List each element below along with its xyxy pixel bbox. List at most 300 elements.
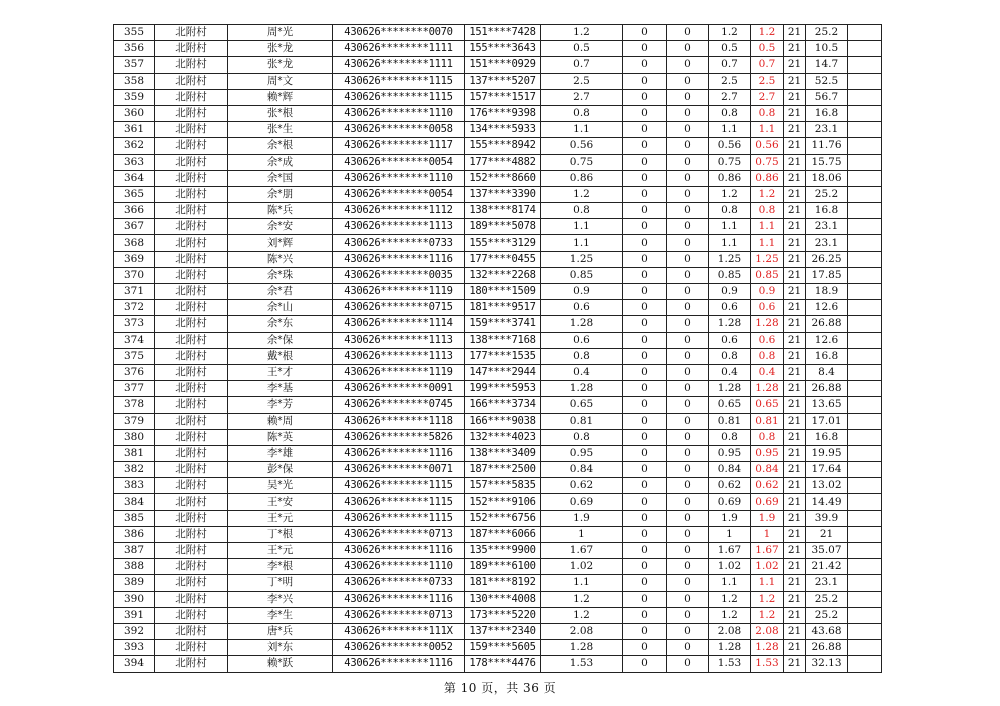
col-zero-b-cell: 0: [667, 284, 709, 300]
village-cell: 北附村: [155, 559, 228, 575]
area-cell: 0.6: [541, 300, 623, 316]
id-number-cell: 430626********0070: [333, 25, 465, 41]
village-cell: 北附村: [155, 73, 228, 89]
table-row: [114, 526, 882, 542]
area-confirmed-cell: 2.7: [751, 89, 784, 105]
amount-cell: 32.13: [806, 656, 848, 672]
note-cell: [848, 494, 882, 510]
id-number-cell: 430626********1115: [333, 73, 465, 89]
area-cell: 0.56: [541, 138, 623, 154]
area-confirmed-cell: 0.7: [751, 57, 784, 73]
area-cell: 2.7: [541, 89, 623, 105]
col-zero-a-cell: 0: [623, 413, 667, 429]
area-cell: 0.65: [541, 397, 623, 413]
amount-cell: 52.5: [806, 73, 848, 89]
id-number-cell: 430626********1116: [333, 251, 465, 267]
note-cell: [848, 122, 882, 138]
area-cell: 1.1: [541, 575, 623, 591]
unit-rate-cell: 21: [784, 559, 806, 575]
unit-rate-cell: 21: [784, 316, 806, 332]
table-row: [114, 494, 882, 510]
col-zero-a-cell: 0: [623, 89, 667, 105]
id-number-cell: 430626********0054: [333, 186, 465, 202]
area-total-cell: 0.4: [709, 364, 751, 380]
col-zero-a-cell: 0: [623, 267, 667, 283]
phone-number-cell: 147****2944: [465, 364, 541, 380]
table-row: [114, 429, 882, 445]
table-row: [114, 397, 882, 413]
phone-number-cell: 152****9106: [465, 494, 541, 510]
area-confirmed-cell: 1.53: [751, 656, 784, 672]
area-cell: 1.67: [541, 543, 623, 559]
col-zero-b-cell: 0: [667, 397, 709, 413]
note-cell: [848, 607, 882, 623]
phone-number-cell: 138****8174: [465, 203, 541, 219]
person-name-cell: 陈*兴: [228, 251, 333, 267]
note-cell: [848, 640, 882, 656]
table-body: [114, 25, 882, 673]
col-zero-b-cell: 0: [667, 251, 709, 267]
col-zero-a-cell: 0: [623, 526, 667, 542]
amount-cell: 25.2: [806, 607, 848, 623]
id-number-cell: 430626********1119: [333, 284, 465, 300]
col-zero-a-cell: 0: [623, 494, 667, 510]
area-confirmed-cell: 0.56: [751, 138, 784, 154]
row-index-cell: 366: [114, 203, 155, 219]
person-name-cell: 王*安: [228, 494, 333, 510]
phone-number-cell: 151****0929: [465, 57, 541, 73]
table-row: [114, 316, 882, 332]
village-cell: 北附村: [155, 510, 228, 526]
col-zero-a-cell: 0: [623, 348, 667, 364]
table-row: [114, 607, 882, 623]
note-cell: [848, 203, 882, 219]
area-total-cell: 1.2: [709, 591, 751, 607]
id-number-cell: 430626********1113: [333, 348, 465, 364]
area-total-cell: 0.6: [709, 300, 751, 316]
amount-cell: 8.4: [806, 364, 848, 380]
col-zero-a-cell: 0: [623, 575, 667, 591]
amount-cell: 16.8: [806, 348, 848, 364]
area-confirmed-cell: 0.8: [751, 429, 784, 445]
col-zero-b-cell: 0: [667, 332, 709, 348]
area-cell: 0.95: [541, 445, 623, 461]
id-number-cell: 430626********1110: [333, 170, 465, 186]
area-confirmed-cell: 1.1: [751, 235, 784, 251]
col-zero-a-cell: 0: [623, 235, 667, 251]
col-zero-b-cell: 0: [667, 429, 709, 445]
note-cell: [848, 105, 882, 121]
village-cell: 北附村: [155, 478, 228, 494]
col-zero-a-cell: 0: [623, 186, 667, 202]
phone-number-cell: 187****6066: [465, 526, 541, 542]
data-table: [113, 24, 882, 673]
amount-cell: 16.8: [806, 105, 848, 121]
area-confirmed-cell: 0.75: [751, 154, 784, 170]
amount-cell: 18.06: [806, 170, 848, 186]
page-footer: 第 10 页，共 36 页: [443, 681, 557, 695]
phone-number-cell: 177****4882: [465, 154, 541, 170]
col-zero-b-cell: 0: [667, 575, 709, 591]
row-index-cell: 367: [114, 219, 155, 235]
person-name-cell: 李*芳: [228, 397, 333, 413]
col-zero-a-cell: 0: [623, 381, 667, 397]
row-index-cell: 364: [114, 170, 155, 186]
table-row: [114, 445, 882, 461]
id-number-cell: 430626********0058: [333, 122, 465, 138]
village-cell: 北附村: [155, 607, 228, 623]
amount-cell: 19.95: [806, 445, 848, 461]
village-cell: 北附村: [155, 267, 228, 283]
table-row: [114, 267, 882, 283]
area-cell: 0.8: [541, 105, 623, 121]
row-index-cell: 357: [114, 57, 155, 73]
table-row: [114, 559, 882, 575]
amount-cell: 23.1: [806, 122, 848, 138]
unit-rate-cell: 21: [784, 267, 806, 283]
village-cell: 北附村: [155, 316, 228, 332]
area-confirmed-cell: 0.5: [751, 41, 784, 57]
note-cell: [848, 170, 882, 186]
id-number-cell: 430626********0745: [333, 397, 465, 413]
area-cell: 0.62: [541, 478, 623, 494]
person-name-cell: 余*君: [228, 284, 333, 300]
area-cell: 0.86: [541, 170, 623, 186]
unit-rate-cell: 21: [784, 397, 806, 413]
table-row: [114, 332, 882, 348]
area-cell: 0.4: [541, 364, 623, 380]
person-name-cell: 陈*英: [228, 429, 333, 445]
table-row: [114, 640, 882, 656]
col-zero-b-cell: 0: [667, 138, 709, 154]
row-index-cell: 384: [114, 494, 155, 510]
area-total-cell: 0.81: [709, 413, 751, 429]
area-total-cell: 1: [709, 526, 751, 542]
amount-cell: 16.8: [806, 203, 848, 219]
person-name-cell: 刘*辉: [228, 235, 333, 251]
village-cell: 北附村: [155, 413, 228, 429]
area-total-cell: 1.28: [709, 640, 751, 656]
amount-cell: 13.02: [806, 478, 848, 494]
amount-cell: 26.88: [806, 316, 848, 332]
village-cell: 北附村: [155, 640, 228, 656]
village-cell: 北附村: [155, 494, 228, 510]
amount-cell: 25.2: [806, 186, 848, 202]
person-name-cell: 王*元: [228, 510, 333, 526]
amount-cell: 10.5: [806, 41, 848, 57]
phone-number-cell: 159****5605: [465, 640, 541, 656]
note-cell: [848, 89, 882, 105]
area-confirmed-cell: 0.65: [751, 397, 784, 413]
col-zero-b-cell: 0: [667, 364, 709, 380]
row-index-cell: 389: [114, 575, 155, 591]
area-total-cell: 0.85: [709, 267, 751, 283]
row-index-cell: 390: [114, 591, 155, 607]
col-zero-b-cell: 0: [667, 543, 709, 559]
person-name-cell: 王*才: [228, 364, 333, 380]
note-cell: [848, 397, 882, 413]
phone-number-cell: 157****1517: [465, 89, 541, 105]
note-cell: [848, 41, 882, 57]
col-zero-a-cell: 0: [623, 591, 667, 607]
village-cell: 北附村: [155, 186, 228, 202]
row-index-cell: 381: [114, 445, 155, 461]
table-row: [114, 510, 882, 526]
col-zero-a-cell: 0: [623, 251, 667, 267]
amount-cell: 15.75: [806, 154, 848, 170]
col-zero-a-cell: 0: [623, 429, 667, 445]
note-cell: [848, 235, 882, 251]
unit-rate-cell: 21: [784, 25, 806, 41]
phone-number-cell: 181****9517: [465, 300, 541, 316]
note-cell: [848, 57, 882, 73]
village-cell: 北附村: [155, 138, 228, 154]
area-cell: 0.6: [541, 332, 623, 348]
area-total-cell: 0.86: [709, 170, 751, 186]
row-index-cell: 373: [114, 316, 155, 332]
note-cell: [848, 543, 882, 559]
phone-number-cell: 130****4008: [465, 591, 541, 607]
area-total-cell: 1.1: [709, 235, 751, 251]
area-confirmed-cell: 1: [751, 526, 784, 542]
table-row: [114, 138, 882, 154]
phone-number-cell: 137****3390: [465, 186, 541, 202]
col-zero-a-cell: 0: [623, 656, 667, 672]
row-index-cell: 391: [114, 607, 155, 623]
col-zero-b-cell: 0: [667, 300, 709, 316]
id-number-cell: 430626********0035: [333, 267, 465, 283]
id-number-cell: 430626********1111: [333, 41, 465, 57]
area-confirmed-cell: 0.85: [751, 267, 784, 283]
row-index-cell: 374: [114, 332, 155, 348]
id-number-cell: 430626********0713: [333, 607, 465, 623]
row-index-cell: 386: [114, 526, 155, 542]
row-index-cell: 369: [114, 251, 155, 267]
area-total-cell: 1.2: [709, 607, 751, 623]
col-zero-a-cell: 0: [623, 57, 667, 73]
area-total-cell: 0.8: [709, 348, 751, 364]
area-total-cell: 1.53: [709, 656, 751, 672]
area-cell: 0.5: [541, 41, 623, 57]
area-total-cell: 0.56: [709, 138, 751, 154]
area-total-cell: 0.62: [709, 478, 751, 494]
amount-cell: 13.65: [806, 397, 848, 413]
note-cell: [848, 591, 882, 607]
phone-number-cell: 189****5078: [465, 219, 541, 235]
table-row: [114, 381, 882, 397]
note-cell: [848, 284, 882, 300]
col-zero-b-cell: 0: [667, 494, 709, 510]
area-confirmed-cell: 0.95: [751, 445, 784, 461]
amount-cell: 12.6: [806, 300, 848, 316]
area-cell: 1.1: [541, 122, 623, 138]
amount-cell: 25.2: [806, 25, 848, 41]
col-zero-b-cell: 0: [667, 413, 709, 429]
note-cell: [848, 300, 882, 316]
unit-rate-cell: 21: [784, 348, 806, 364]
phone-number-cell: 132****2268: [465, 267, 541, 283]
table-row: [114, 300, 882, 316]
phone-number-cell: 132****4023: [465, 429, 541, 445]
row-index-cell: 361: [114, 122, 155, 138]
row-index-cell: 379: [114, 413, 155, 429]
id-number-cell: 430626********1115: [333, 478, 465, 494]
col-zero-b-cell: 0: [667, 57, 709, 73]
table-row: [114, 623, 882, 639]
note-cell: [848, 332, 882, 348]
area-confirmed-cell: 1.28: [751, 381, 784, 397]
unit-rate-cell: 21: [784, 41, 806, 57]
row-index-cell: 355: [114, 25, 155, 41]
area-confirmed-cell: 0.86: [751, 170, 784, 186]
phone-number-cell: 155****3643: [465, 41, 541, 57]
col-zero-b-cell: 0: [667, 640, 709, 656]
id-number-cell: 430626********0733: [333, 575, 465, 591]
id-number-cell: 430626********0071: [333, 462, 465, 478]
col-zero-b-cell: 0: [667, 25, 709, 41]
id-number-cell: 430626********1116: [333, 591, 465, 607]
phone-number-cell: 181****8192: [465, 575, 541, 591]
id-number-cell: 430626********0054: [333, 154, 465, 170]
col-zero-b-cell: 0: [667, 203, 709, 219]
area-total-cell: 2.08: [709, 623, 751, 639]
area-total-cell: 2.5: [709, 73, 751, 89]
table-row: [114, 543, 882, 559]
table-row: [114, 656, 882, 672]
area-cell: 0.9: [541, 284, 623, 300]
unit-rate-cell: 21: [784, 640, 806, 656]
area-total-cell: 1.2: [709, 25, 751, 41]
area-cell: 0.8: [541, 203, 623, 219]
area-cell: 1.9: [541, 510, 623, 526]
village-cell: 北附村: [155, 235, 228, 251]
village-cell: 北附村: [155, 462, 228, 478]
area-cell: 1.2: [541, 591, 623, 607]
col-zero-b-cell: 0: [667, 235, 709, 251]
unit-rate-cell: 21: [784, 494, 806, 510]
area-confirmed-cell: 1.1: [751, 575, 784, 591]
person-name-cell: 余*朋: [228, 186, 333, 202]
village-cell: 北附村: [155, 543, 228, 559]
id-number-cell: 430626********0052: [333, 640, 465, 656]
note-cell: [848, 138, 882, 154]
amount-cell: 17.64: [806, 462, 848, 478]
area-total-cell: 1.1: [709, 219, 751, 235]
area-total-cell: 1.28: [709, 316, 751, 332]
phone-number-cell: 138****3409: [465, 445, 541, 461]
area-confirmed-cell: 1.2: [751, 186, 784, 202]
row-index-cell: 385: [114, 510, 155, 526]
village-cell: 北附村: [155, 429, 228, 445]
unit-rate-cell: 21: [784, 300, 806, 316]
person-name-cell: 吴*光: [228, 478, 333, 494]
amount-cell: 39.9: [806, 510, 848, 526]
person-name-cell: 赖*辉: [228, 89, 333, 105]
col-zero-b-cell: 0: [667, 154, 709, 170]
amount-cell: 17.01: [806, 413, 848, 429]
village-cell: 北附村: [155, 656, 228, 672]
table-row: [114, 105, 882, 121]
area-total-cell: 1.28: [709, 381, 751, 397]
area-total-cell: 1.1: [709, 575, 751, 591]
id-number-cell: 430626********1115: [333, 494, 465, 510]
phone-number-cell: 152****6756: [465, 510, 541, 526]
area-total-cell: 2.7: [709, 89, 751, 105]
person-name-cell: 余*安: [228, 219, 333, 235]
col-zero-b-cell: 0: [667, 478, 709, 494]
table-row: [114, 57, 882, 73]
id-number-cell: 430626********0713: [333, 526, 465, 542]
phone-number-cell: 189****6100: [465, 559, 541, 575]
person-name-cell: 彭*保: [228, 462, 333, 478]
area-cell: 1.2: [541, 25, 623, 41]
col-zero-a-cell: 0: [623, 332, 667, 348]
phone-number-cell: 178****4476: [465, 656, 541, 672]
village-cell: 北附村: [155, 526, 228, 542]
note-cell: [848, 381, 882, 397]
row-index-cell: 358: [114, 73, 155, 89]
note-cell: [848, 73, 882, 89]
village-cell: 北附村: [155, 332, 228, 348]
col-zero-a-cell: 0: [623, 219, 667, 235]
person-name-cell: 张*龙: [228, 57, 333, 73]
area-total-cell: 0.8: [709, 203, 751, 219]
unit-rate-cell: 21: [784, 251, 806, 267]
area-confirmed-cell: 2.08: [751, 623, 784, 639]
unit-rate-cell: 21: [784, 235, 806, 251]
amount-cell: 14.7: [806, 57, 848, 73]
id-number-cell: 430626********1116: [333, 445, 465, 461]
area-confirmed-cell: 1.28: [751, 640, 784, 656]
col-zero-a-cell: 0: [623, 138, 667, 154]
area-cell: 1.53: [541, 656, 623, 672]
row-index-cell: 393: [114, 640, 155, 656]
col-zero-a-cell: 0: [623, 364, 667, 380]
col-zero-a-cell: 0: [623, 607, 667, 623]
note-cell: [848, 364, 882, 380]
col-zero-a-cell: 0: [623, 559, 667, 575]
unit-rate-cell: 21: [784, 381, 806, 397]
phone-number-cell: 199****5953: [465, 381, 541, 397]
phone-number-cell: 180****1509: [465, 284, 541, 300]
id-number-cell: 430626********1115: [333, 510, 465, 526]
unit-rate-cell: 21: [784, 510, 806, 526]
area-confirmed-cell: 1.25: [751, 251, 784, 267]
amount-cell: 21.42: [806, 559, 848, 575]
phone-number-cell: 187****2500: [465, 462, 541, 478]
col-zero-a-cell: 0: [623, 640, 667, 656]
note-cell: [848, 575, 882, 591]
phone-number-cell: 137****2340: [465, 623, 541, 639]
unit-rate-cell: 21: [784, 73, 806, 89]
person-name-cell: 赖*周: [228, 413, 333, 429]
area-confirmed-cell: 0.8: [751, 348, 784, 364]
row-index-cell: 387: [114, 543, 155, 559]
note-cell: [848, 186, 882, 202]
row-index-cell: 359: [114, 89, 155, 105]
area-total-cell: 0.6: [709, 332, 751, 348]
area-cell: 1.1: [541, 219, 623, 235]
person-name-cell: 余*国: [228, 170, 333, 186]
col-zero-a-cell: 0: [623, 623, 667, 639]
id-number-cell: 430626********1113: [333, 219, 465, 235]
area-cell: 2.08: [541, 623, 623, 639]
area-total-cell: 1.02: [709, 559, 751, 575]
person-name-cell: 张*生: [228, 122, 333, 138]
area-cell: 0.69: [541, 494, 623, 510]
col-zero-b-cell: 0: [667, 316, 709, 332]
id-number-cell: 430626********1116: [333, 656, 465, 672]
